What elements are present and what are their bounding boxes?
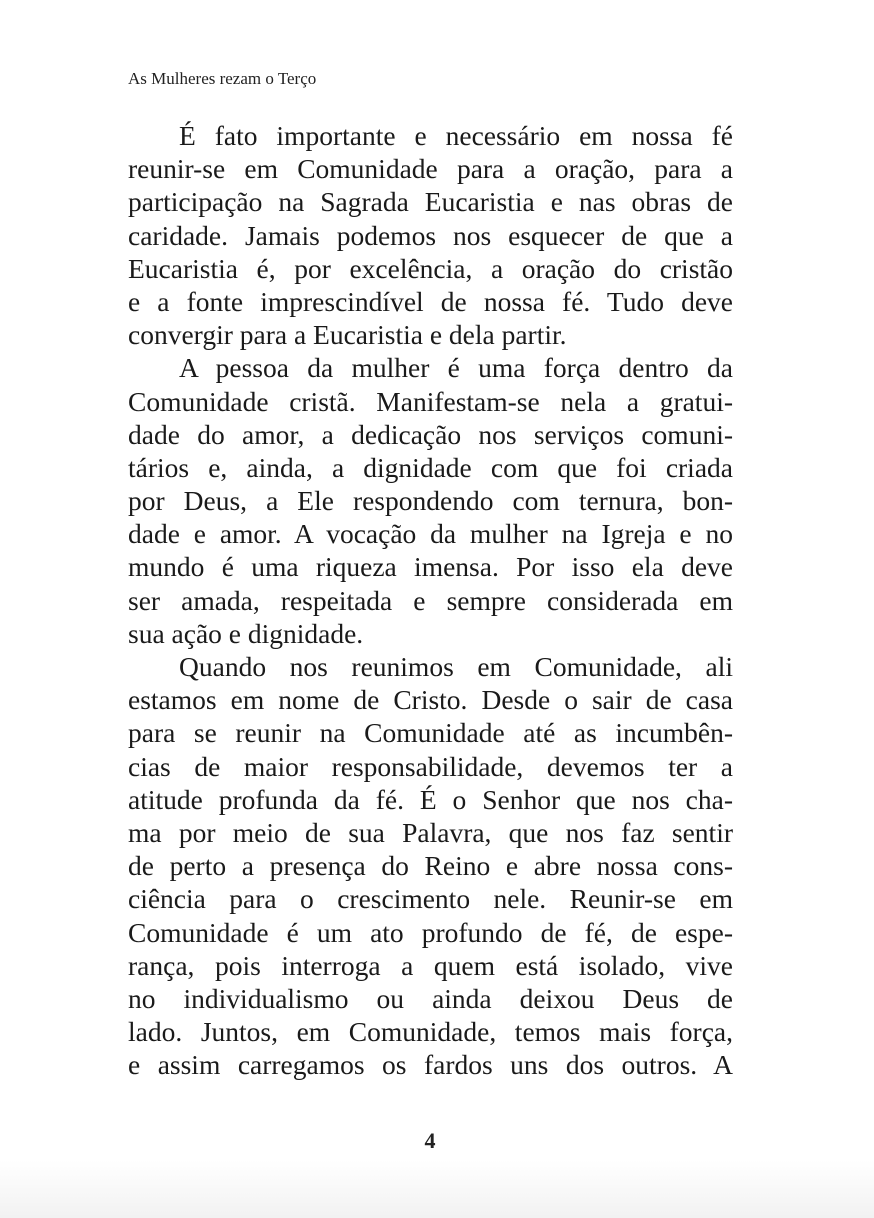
text-line: reunir-se em Comunidade para a oração, para a	[128, 153, 733, 185]
text-line: dade do amor, a dedicação nos serviços comuni-	[128, 418, 733, 450]
text-line: Eucaristia é, por excelência, a oração do cristão	[128, 252, 733, 284]
text-line: ciência para o crescimento nele. Reunir-se em	[128, 883, 733, 915]
text-line: convergir para a Eucaristia e dela partir.	[128, 319, 567, 351]
page-number: 4	[424, 1128, 436, 1153]
text-line: ma por meio de sua Palavra, que nos faz sentir	[128, 816, 733, 848]
text-line: no individualismo ou ainda deixou Deus de	[128, 982, 733, 1014]
text-line: sua ação e dignidade.	[128, 617, 364, 649]
text-line: Comunidade cristã. Manifestam-se nela a gratui-	[128, 385, 733, 417]
text-line: participação na Sagrada Eucaristia e nas obras de	[128, 186, 733, 218]
text-line: dade e amor. A vocação da mulher na Igreja e no	[128, 518, 733, 550]
text-line: cias de maior responsabilidade, devemos ter a	[128, 750, 733, 782]
body-text	[128, 119, 733, 1081]
text-line: e assim carregamos os fardos uns dos outros. A	[128, 1049, 733, 1081]
text-line: tários e, ainda, a dignidade com que foi criada	[128, 451, 733, 483]
text-line: É fato importante e necessário em nossa fé	[179, 120, 733, 151]
text-line: por Deus, a Ele respondendo com ternura, bon-	[128, 485, 733, 517]
text-line: mundo é uma riqueza imensa. Por isso ela deve	[128, 551, 733, 583]
running-title: As Mulheres rezam o Terço	[128, 69, 317, 88]
text-line: Comunidade é um ato profundo de fé, de espe-	[128, 916, 733, 948]
text-line: caridade. Jamais podemos nos esquecer de que a	[128, 219, 733, 251]
text-line: A pessoa da mulher é uma força dentro da	[179, 352, 733, 384]
text-line: rança, pois interroga a quem está isolado, vive	[128, 949, 733, 981]
text-line: e a fonte imprescindível de nossa fé. Tudo deve	[128, 285, 733, 317]
text-line: atitude profunda da fé. É o Senhor que nos cha-	[128, 783, 733, 815]
text-line: lado. Juntos, em Comunidade, temos mais força,	[128, 1016, 733, 1048]
text-line: de perto a presença do Reino e abre nossa cons-	[128, 850, 733, 882]
text-line: ser amada, respeitada e sempre considerada em	[128, 584, 733, 616]
text-line: Quando nos reunimos em Comunidade, ali	[179, 651, 733, 682]
text-line: estamos em nome de Cristo. Desde o sair de casa	[128, 684, 733, 716]
text-line: para se reunir na Comunidade até as incumbên-	[128, 717, 733, 749]
